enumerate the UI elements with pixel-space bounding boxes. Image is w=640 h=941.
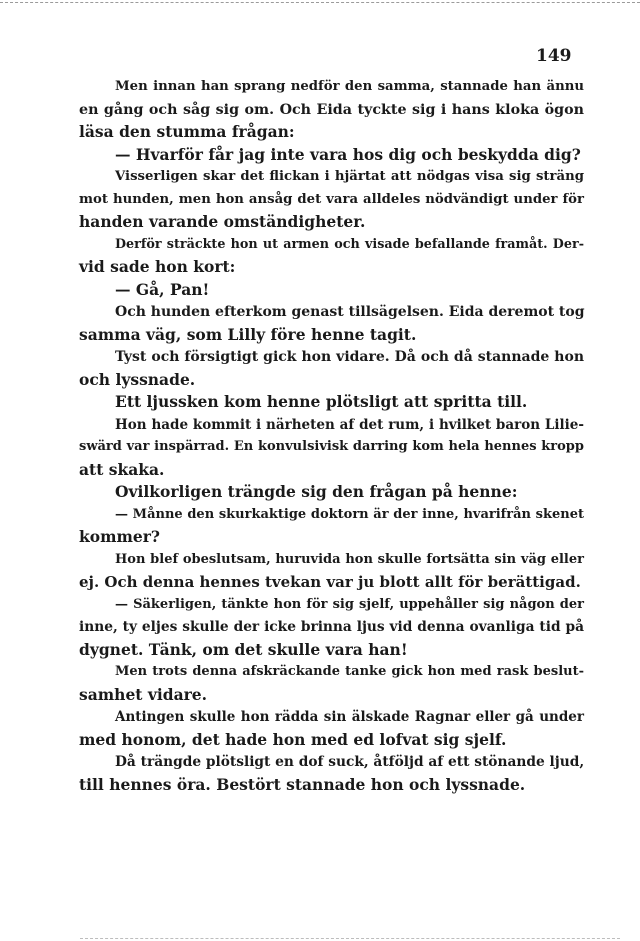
text-line: samhet vidare.: [79, 684, 208, 704]
text-line: ej. Och denna hennes tvekan var ju blott allt för berättigad.: [79, 573, 581, 591]
text-line: mot hunden, men hon ansåg det vara alldeles nödvändigt under för: [79, 191, 584, 207]
text-line: att skaka.: [79, 459, 165, 479]
text-line: Ett ljussken kom henne plötsligt att spritta till.: [115, 392, 528, 411]
top-scan-edge: [0, 2, 640, 3]
bottom-scan-edge: [80, 938, 620, 939]
body-text: [79, 76, 584, 796]
text-line: vid sade hon kort:: [79, 257, 236, 276]
text-line: Tyst och försigtigt gick hon vidare. Då och då stannade hon: [115, 349, 584, 365]
text-line: läsa den stumma frågan:: [79, 122, 295, 141]
text-line: och lyssnade.: [79, 369, 196, 389]
text-line: en gång och såg sig om. Och Eida tyckte sig i hans kloka ögon: [79, 101, 584, 118]
page-number: 149: [536, 46, 572, 66]
text-line: inne, ty eljes skulle der icke brinna ljus vid denna ovanliga tid på: [79, 619, 584, 635]
text-line: Då trängde plötsligt en dof suck, åtföljd af ett stönande ljud,: [115, 754, 585, 770]
text-line: handen varande omständigheter.: [79, 212, 366, 231]
text-line: dygnet. Tänk, om det skulle vara han!: [79, 639, 408, 659]
text-line: — Säkerligen, tänkte hon för sig sjelf, uppehåller sig någon der: [115, 596, 584, 612]
text-line: till hennes öra. Bestört stannade hon och lyssnade.: [79, 774, 526, 794]
text-line: Och hunden efterkom genast tillsägelsen. Eida deremot tog: [115, 304, 585, 320]
text-line: — Gå, Pan!: [115, 279, 210, 299]
text-line: Hon blef obeslutsam, huruvida hon skulle fortsätta sin väg eller: [115, 551, 584, 567]
text-line: Men trots denna afskräckande tanke gick hon med rask beslut-: [115, 664, 584, 679]
text-line: med honom, det hade hon med ed lofvat sig sjelf.: [79, 729, 507, 749]
text-line: — Hvarför får jag inte vara hos dig och beskydda dig?: [115, 144, 581, 164]
text-line: swärd var inspärrad. En konvulsivisk darring kom hela hennes kropp: [79, 439, 584, 454]
text-line: samma väg, som Lilly före henne tagit.: [79, 324, 417, 344]
text-line: Hon hade kommit i närheten af det rum, i hvilket baron Lilie-: [115, 416, 584, 433]
text-line: — Månne den skurkaktige doktorn är der inne, hvarifrån skenet: [115, 506, 584, 522]
text-line: Visserligen skar det flickan i hjärtat att nödgas visa sig sträng: [115, 169, 584, 184]
text-line: Men innan han sprang nedför den samma, stannade han ännu: [115, 79, 584, 94]
text-line: Derför sträckte hon ut armen och visade befallande framåt. Der-: [115, 236, 584, 252]
text-line: Antingen skulle hon rädda sin älskade Ragnar eller gå under: [115, 709, 584, 725]
text-line: Ovilkorligen trängde sig den frågan på henne:: [115, 482, 518, 501]
text-line: kommer?: [79, 527, 160, 546]
